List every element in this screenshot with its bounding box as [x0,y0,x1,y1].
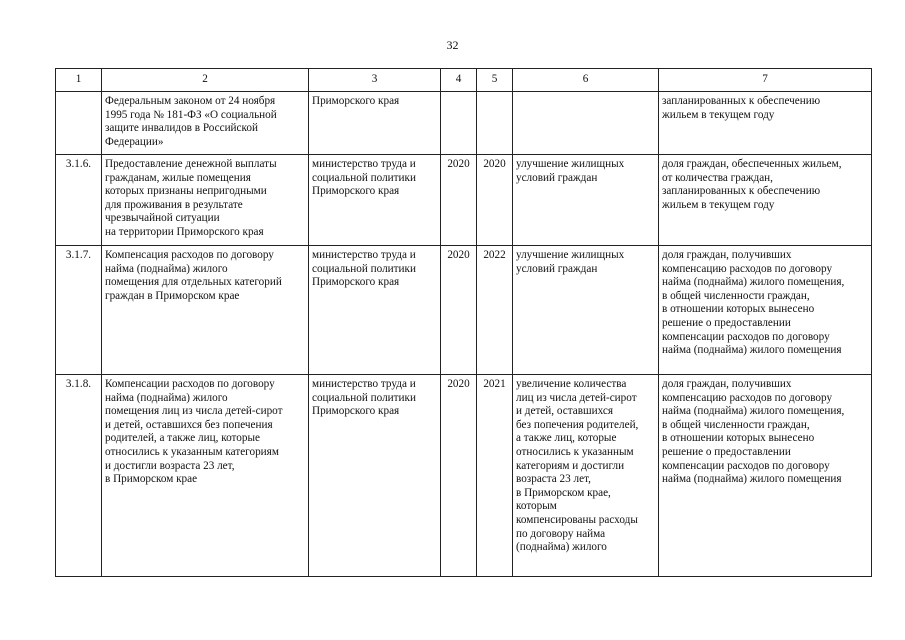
result-cell: улучшение жилищных условий граждан [513,155,659,246]
indicator-cell: запланированных к обеспечению жильем в текущем году [659,92,872,155]
start-year-cell: 2020 [441,155,477,246]
column-header: 5 [477,69,513,92]
indicator-cell: доля граждан, получивших компенсацию расходов по договору найма (поднайма) жилого помещения, в общей численности граждан, в отношении которых вынесено решение о предоставлении компенсации расходов по договору найма (поднайма) жилого помещения [659,375,872,577]
measure-cell: Предоставление денежной выплаты гражданам, жилые помещения которых признаны непригодными для проживания в результате чрезвычайной ситуации на территории Приморского края [102,155,309,246]
table-row [56,92,872,155]
row-number-cell: 3.1.7. [56,246,102,375]
indicator-cell: доля граждан, получивших компенсацию расходов по договору найма (поднайма) жилого помещения, в общей численности граждан, в отношении которых вынесено решение о предоставлении компенсации расходов по договору найма (поднайма) жилого помещения [659,246,872,375]
result-cell [513,92,659,155]
start-year-cell [441,92,477,155]
executor-cell: Приморского края [309,92,441,155]
indicator-cell: доля граждан, обеспеченных жильем, от количества граждан, запланированных к обеспечению жильем в текущем году [659,155,872,246]
column-header: 4 [441,69,477,92]
column-header: 6 [513,69,659,92]
executor-cell: министерство труда и социальной политики Приморского края [309,375,441,577]
result-cell: улучшение жилищных условий граждан [513,246,659,375]
measure-cell: Федеральным законом от 24 ноября 1995 года № 181-ФЗ «О социальной защите инвалидов в Российской Федерации» [102,92,309,155]
program-measures-table [55,68,872,577]
executor-cell: министерство труда и социальной политики Приморского края [309,155,441,246]
table-row [56,155,872,246]
column-header: 3 [309,69,441,92]
column-header: 2 [102,69,309,92]
page-number: 32 [446,38,459,52]
row-number-cell: 3.1.6. [56,155,102,246]
column-header: 1 [56,69,102,92]
column-header: 7 [659,69,872,92]
measure-cell: Компенсации расходов по договору найма (поднайма) жилого помещения лиц из числа детей-сирот и детей, оставшихся без попечения родителей, а также лиц, которые относились к указанным категориям и достигли возраста 23 лет, в Приморском крае [102,375,309,577]
table-row [56,246,872,375]
row-number-cell [56,92,102,155]
table-header-row [56,69,872,92]
table-row [56,375,872,577]
start-year-cell: 2020 [441,375,477,577]
result-cell: увеличение количества лиц из числа детей-сирот и детей, оставшихся без попечения родителей, а также лиц, которые относились к указанным категориям и достигли возраста 23 лет, в Приморском крае, которым компенсированы расходы по договору найма (поднайма) жилого [513,375,659,577]
start-year-cell: 2020 [441,246,477,375]
measure-cell: Компенсация расходов по договору найма (поднайма) жилого помещения для отдельных категорий граждан в Приморском крае [102,246,309,375]
end-year-cell: 2021 [477,375,513,577]
row-number-cell: 3.1.8. [56,375,102,577]
end-year-cell [477,92,513,155]
executor-cell: министерство труда и социальной политики Приморского края [309,246,441,375]
end-year-cell: 2020 [477,155,513,246]
end-year-cell: 2022 [477,246,513,375]
